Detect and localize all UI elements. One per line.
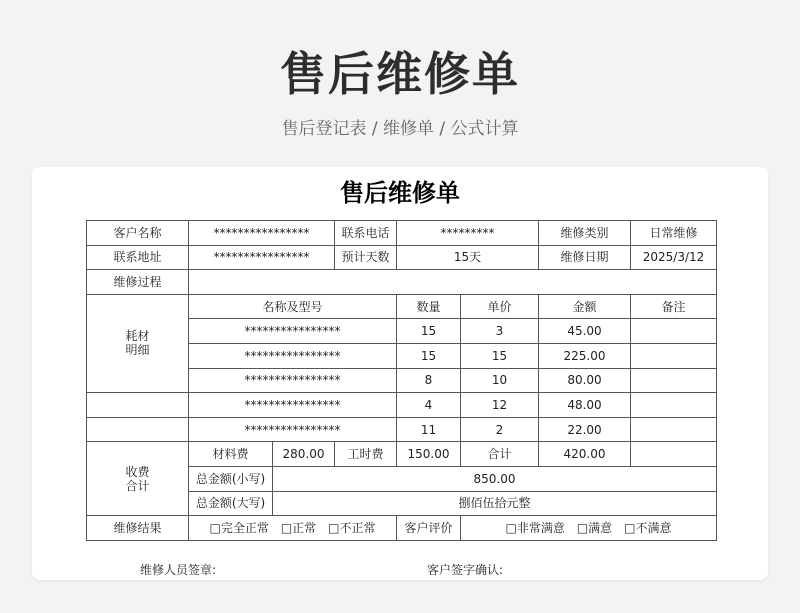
table-row [87, 393, 717, 418]
total-upper-label: 总金额(大写) [189, 491, 273, 516]
material-note [631, 368, 717, 393]
est-days-label: 预计天数 [335, 245, 397, 270]
customer-signature-label: 客户签字确认: [427, 563, 504, 577]
eval-options: □非常满意 □满意 □不满意 [461, 516, 717, 541]
total-lower-value: 850.00 [273, 466, 717, 491]
material-price: 3 [461, 319, 539, 344]
repair-type-value: 日常维修 [631, 221, 717, 246]
customer-name-value: **************** [189, 221, 335, 246]
customer-name-label: 客户名称 [87, 221, 189, 246]
material-note [631, 393, 717, 418]
materials-label-line2: 明细 [125, 343, 150, 358]
material-fee-value: 280.00 [273, 442, 335, 467]
page-subtitle: 售后登记表 / 维修单 / 公式计算 [281, 119, 519, 139]
charges-blank [631, 442, 717, 467]
material-qty: 4 [397, 393, 461, 418]
result-label: 维修结果 [87, 516, 189, 541]
table-row [87, 417, 717, 442]
repair-date-label: 维修日期 [539, 245, 631, 270]
charges-label-line2: 合计 [125, 478, 150, 493]
document-preview [32, 167, 768, 580]
material-note [631, 319, 717, 344]
table-row [87, 294, 717, 319]
est-days-value: 15天 [397, 245, 539, 270]
table-row [87, 245, 717, 270]
result-options: □完全正常 □正常 □不正常 [189, 516, 397, 541]
material-amount: 48.00 [539, 393, 631, 418]
phone-label: 联系电话 [335, 221, 397, 246]
total-value: 420.00 [539, 442, 631, 467]
labor-fee-value: 150.00 [397, 442, 461, 467]
material-amount: 80.00 [539, 368, 631, 393]
material-name: **************** [189, 417, 397, 442]
total-label: 合计 [461, 442, 539, 467]
form-title: 售后维修单 [340, 179, 460, 207]
materials-label-empty [87, 393, 189, 418]
phone-value: ********* [397, 221, 539, 246]
process-label: 维修过程 [87, 270, 189, 295]
material-qty: 11 [397, 417, 461, 442]
material-qty: 15 [397, 343, 461, 368]
table-row [87, 221, 717, 246]
material-qty: 8 [397, 368, 461, 393]
page-title: 售后维修单 [280, 47, 520, 101]
header-qty: 数量 [397, 294, 461, 319]
material-name: **************** [189, 343, 397, 368]
material-name: **************** [189, 368, 397, 393]
address-label: 联系地址 [87, 245, 189, 270]
material-amount: 45.00 [539, 319, 631, 344]
material-price: 2 [461, 417, 539, 442]
table-row [87, 516, 717, 541]
address-value: **************** [189, 245, 335, 270]
material-qty: 15 [397, 319, 461, 344]
materials-label [87, 294, 189, 392]
material-price: 12 [461, 393, 539, 418]
material-name: **************** [189, 393, 397, 418]
table-row [87, 270, 717, 295]
material-note [631, 417, 717, 442]
header-amount: 金额 [539, 294, 631, 319]
repair-type-label: 维修类别 [539, 221, 631, 246]
process-value [189, 270, 717, 295]
eval-label: 客户评价 [397, 516, 461, 541]
charges-label [87, 442, 189, 516]
charges-label-line1: 收费 [125, 464, 150, 479]
material-amount: 225.00 [539, 343, 631, 368]
material-price: 10 [461, 368, 539, 393]
repair-form-table [86, 220, 717, 541]
header-name: 名称及型号 [189, 294, 397, 319]
material-amount: 22.00 [539, 417, 631, 442]
materials-label-empty [87, 417, 189, 442]
material-note [631, 343, 717, 368]
material-price: 15 [461, 343, 539, 368]
header-note: 备注 [631, 294, 717, 319]
table-row [87, 442, 717, 467]
total-upper-value: 捌佰伍拾元整 [273, 491, 717, 516]
labor-fee-label: 工时费 [335, 442, 397, 467]
materials-label-line1: 耗材 [125, 329, 150, 344]
staff-signature-label: 维修人员签章: [140, 563, 217, 577]
material-fee-label: 材料费 [189, 442, 273, 467]
repair-date-value: 2025/3/12 [631, 245, 717, 270]
header-price: 单价 [461, 294, 539, 319]
total-lower-label: 总金额(小写) [189, 466, 273, 491]
material-name: **************** [189, 319, 397, 344]
